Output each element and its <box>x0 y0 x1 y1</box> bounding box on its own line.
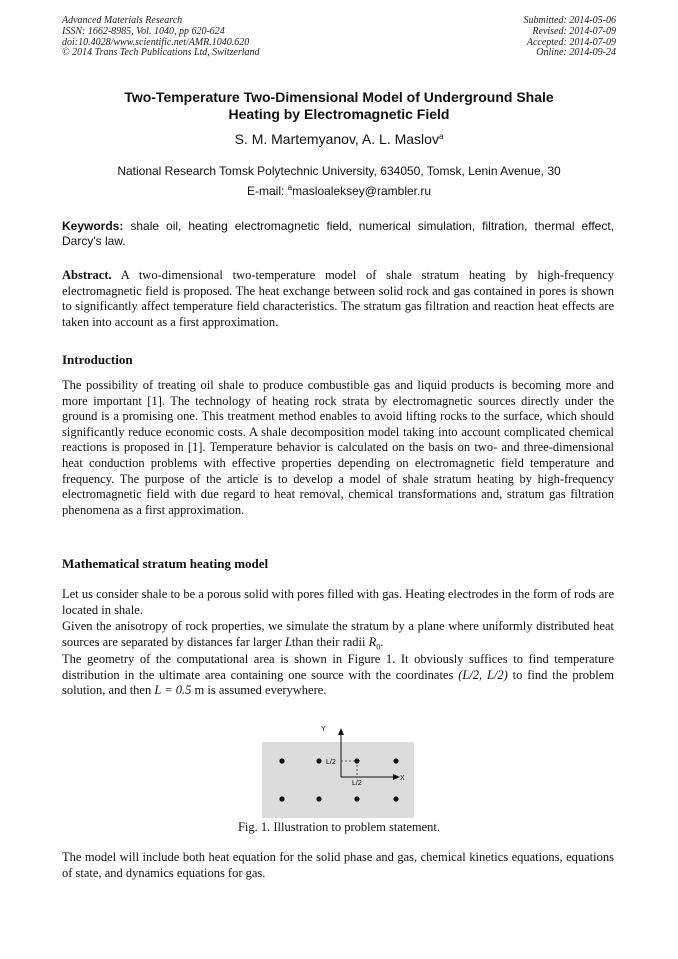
introduction-text: The possibility of treating oil shale to produce combustible gas and liquid products is becoming more and more important [1]. The technology of heating rock strata by electromagnetic sources directly under the ground is a promising one. This treatment method enables to avoid lifting rocks to the surface, which should significantly reduce economic costs. A shale decomposition model taking into account complicated chemical reactions is proposed in [1]. Temperature behavior is calculated on the basis on two- and three-dimensional heat conduction problems with effective properties depending on electromagnetic field temperature and frequency. The purpose of the article is to develop a model of shale stratum heating by high-frequency electromagnetic field with due regard to heat removal, chemical transformations and, stratum gas filtration phenomena as a first approximation. <box>62 378 614 517</box>
symbol-R-subscript: 0 <box>376 642 381 652</box>
keywords-label: Keywords: <box>62 219 124 233</box>
x-axis-arrow-icon <box>393 774 400 780</box>
paper-title <box>62 89 616 123</box>
keywords-text: shale oil, heating electromagnetic field, numerical simulation, filtration, thermal effect, Darcy's law. <box>62 219 614 248</box>
x-axis-label: X <box>400 775 405 782</box>
model-p3-text-c: m is assumed everywhere. <box>191 683 327 698</box>
publication-dates <box>524 16 617 59</box>
heat-source-point <box>316 758 321 763</box>
journal-issn: ISSN: 1662-8985, Vol. 1040, pp 620-624 <box>62 25 225 37</box>
journal-doi: doi:10.4028/www.scientific.net/AMR.1040.620 <box>62 36 250 48</box>
date-online: Online: 2014-09-24 <box>536 47 616 59</box>
figure-1-caption: Fig. 1. Illustration to problem statement. <box>237 820 441 834</box>
model-paragraph-3 <box>62 652 614 699</box>
title-line-2: Heating by Electromagnetic Field <box>228 106 450 122</box>
date-accepted: Accepted: 2014-07-09 <box>526 36 616 48</box>
email-superscript: a <box>287 183 293 192</box>
date-submitted: Submitted: 2014-05-06 <box>523 15 616 26</box>
date-revised: Revised: 2014-07-09 <box>532 25 616 37</box>
abstract-text: A two-dimensional two-temperature model of shale stratum heating by high-frequency electromagnetic field is proposed. The heat exchange between solid rock and gas contained in pores is shown to significantly affect temperature field characteristics. The stratum gas filtration and reaction heat effects are taken into account as a first approximation. <box>62 268 614 329</box>
y-axis-label: Y <box>321 726 326 733</box>
heat-source-point <box>279 796 284 801</box>
model-p2-text-c: . <box>380 634 384 649</box>
closing-paragraph: The model will include both heat equation for the solid phase and gas, chemical kinetics equations, equations of state, and dynamics equations for gas. <box>62 850 614 880</box>
model-paragraph-2 <box>62 619 614 655</box>
author-list <box>62 131 616 147</box>
heat-source-point <box>316 796 321 801</box>
heat-source-point <box>354 796 359 801</box>
authors-text: S. M. Martemyanov, A. L. Maslov <box>234 131 439 147</box>
abstract-label: Abstract. <box>62 268 112 282</box>
heat-source-point <box>279 758 284 763</box>
model-paragraph-1: Let us consider shale to be a porous solid with pores filled with gas. Heating electrodes in the form of rods are located in shale. <box>62 587 614 617</box>
journal-info <box>62 16 260 59</box>
introduction-heading: Introduction <box>62 352 133 367</box>
l-half-label-vertical: L/2 <box>326 759 336 766</box>
coordinates-expression: (L/2, L/2) <box>458 667 508 682</box>
model-p3-text-a: The geometry of the computational area is shown in Figure 1. It obviously suffices to find temperature distribution in the ultimate area containing one source with the coordinates <box>62 652 614 682</box>
email-address[interactable]: masloaleksey@rambler.ru <box>292 184 432 198</box>
model-p2-text-b: than their radii <box>291 634 369 649</box>
affiliation: National Research Tomsk Polytechnic University, 634050, Tomsk, Lenin Avenue, 30 <box>117 164 561 178</box>
symbol-R: R <box>368 634 377 649</box>
authors-superscript: a <box>438 132 444 141</box>
abstract <box>62 268 614 330</box>
y-axis-arrow-icon <box>338 728 344 735</box>
length-equation: L = 0.5 <box>154 683 192 698</box>
journal-copyright: © 2014 Trans Tech Publications Ltd, Switzerland <box>62 47 260 59</box>
email-label: E-mail: <box>246 184 288 198</box>
model-p3-text-b: to find the problem solution, and then <box>62 667 614 698</box>
figure-1-diagram <box>262 722 422 822</box>
keywords <box>62 219 614 249</box>
l-half-label-horizontal: L/2 <box>352 780 362 787</box>
symbol-L: L <box>284 634 292 649</box>
heat-source-point <box>393 758 398 763</box>
heat-source-point <box>354 758 359 763</box>
heat-source-point <box>393 796 398 801</box>
journal-name: Advanced Materials Research <box>62 15 183 26</box>
title-line-1: Two-Temperature Two-Dimensional Model of Underground Shale <box>124 89 554 105</box>
email-line <box>62 184 616 198</box>
model-p2-text-a: Given the anisotropy of rock properties, we simulate the stratum by a plane where uniformly distributed heat sources are separated by distances far larger <box>62 619 614 649</box>
model-heading: Mathematical stratum heating model <box>62 556 269 571</box>
